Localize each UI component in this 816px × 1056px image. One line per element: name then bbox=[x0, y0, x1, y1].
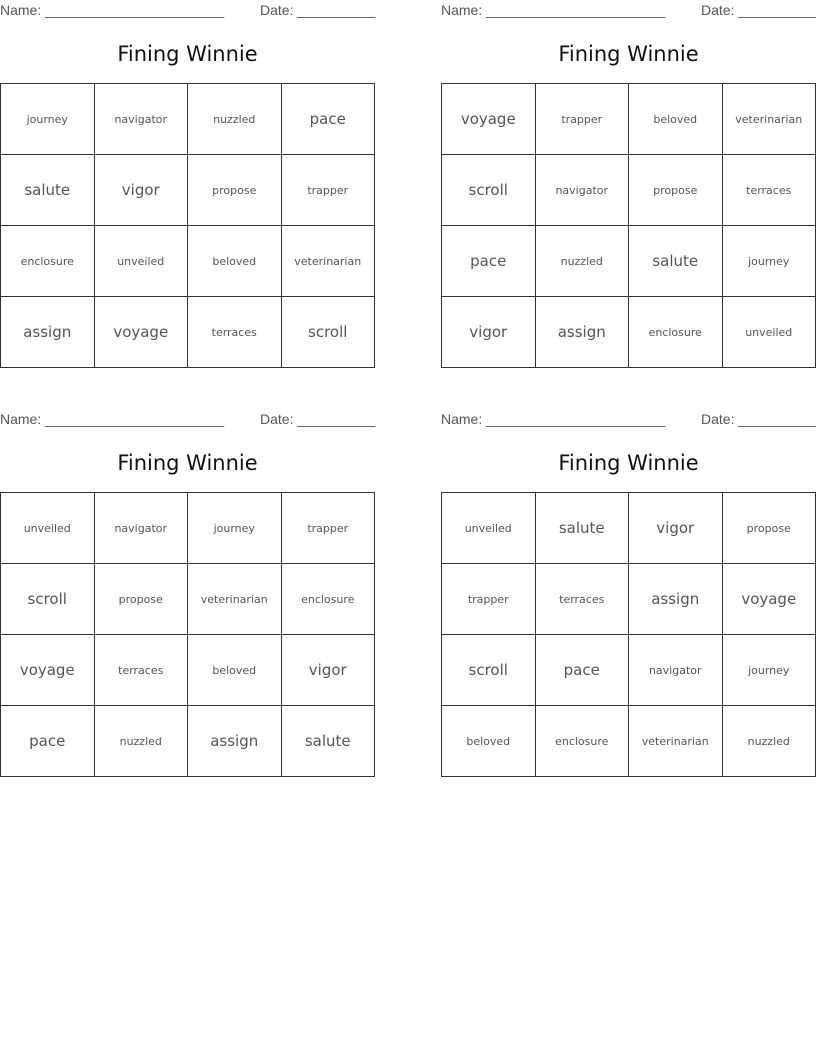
bingo-cell: unveiled bbox=[1, 493, 95, 564]
bingo-cell: vigor bbox=[281, 635, 375, 706]
bingo-cell: navigator bbox=[94, 493, 188, 564]
bingo-cell: scroll bbox=[442, 635, 536, 706]
bingo-card bbox=[0, 409, 376, 750]
bingo-cell: assign bbox=[188, 706, 282, 777]
bingo-grid bbox=[441, 83, 816, 368]
card-header bbox=[0, 0, 375, 22]
bingo-cell: pace bbox=[281, 84, 375, 155]
bingo-cell: unveiled bbox=[722, 297, 816, 368]
bingo-cell: beloved bbox=[629, 84, 723, 155]
card-title: Fining Winnie bbox=[117, 42, 258, 66]
bingo-cell: unveiled bbox=[442, 493, 536, 564]
grid-row bbox=[442, 706, 816, 777]
bingo-cell: navigator bbox=[629, 635, 723, 706]
bingo-cell: assign bbox=[535, 297, 629, 368]
bingo-cell: enclosure bbox=[1, 226, 95, 297]
bingo-cell: enclosure bbox=[281, 564, 375, 635]
date-line: Date: __________ bbox=[701, 2, 816, 18]
bingo-cell: terraces bbox=[94, 635, 188, 706]
grid-row bbox=[442, 635, 816, 706]
bingo-cell: salute bbox=[281, 706, 375, 777]
bingo-cell: pace bbox=[535, 635, 629, 706]
bingo-cell: salute bbox=[1, 155, 95, 226]
card-header bbox=[441, 0, 816, 22]
bingo-cell: enclosure bbox=[629, 297, 723, 368]
bingo-card bbox=[441, 409, 816, 748]
bingo-cell: vigor bbox=[94, 155, 188, 226]
bingo-grid bbox=[441, 492, 816, 777]
bingo-cell: unveiled bbox=[94, 226, 188, 297]
card-header bbox=[0, 409, 375, 431]
bingo-cell: propose bbox=[629, 155, 723, 226]
bingo-cell: propose bbox=[722, 493, 816, 564]
name-line: Name: _______________________ bbox=[0, 411, 225, 427]
date-line: Date: __________ bbox=[701, 411, 816, 427]
bingo-cell: nuzzled bbox=[535, 226, 629, 297]
bingo-cell: voyage bbox=[94, 297, 188, 368]
bingo-cell: propose bbox=[188, 155, 282, 226]
name-line: Name: _______________________ bbox=[441, 2, 666, 18]
bingo-cell: trapper bbox=[535, 84, 629, 155]
bingo-cell: assign bbox=[629, 564, 723, 635]
bingo-cell: voyage bbox=[1, 635, 95, 706]
name-line: Name: _______________________ bbox=[441, 411, 666, 427]
card-header bbox=[441, 409, 816, 431]
grid-row bbox=[442, 84, 816, 155]
bingo-cell: scroll bbox=[281, 297, 375, 368]
date-line: Date: __________ bbox=[260, 411, 376, 427]
name-line: Name: _______________________ bbox=[0, 2, 225, 18]
bingo-cell: journey bbox=[722, 226, 816, 297]
bingo-cell: voyage bbox=[722, 564, 816, 635]
grid-row bbox=[442, 226, 816, 297]
bingo-cell: pace bbox=[442, 226, 536, 297]
grid-row bbox=[1, 635, 375, 706]
grid-row bbox=[1, 706, 375, 777]
bingo-cell: terraces bbox=[722, 155, 816, 226]
card-title: Fining Winnie bbox=[117, 451, 258, 475]
bingo-cell: beloved bbox=[188, 635, 282, 706]
bingo-cell: vigor bbox=[442, 297, 536, 368]
bingo-cell: veterinarian bbox=[281, 226, 375, 297]
bingo-cell: assign bbox=[1, 297, 95, 368]
bingo-cell: terraces bbox=[188, 297, 282, 368]
grid-row bbox=[442, 155, 816, 226]
bingo-cell: veterinarian bbox=[188, 564, 282, 635]
bingo-cell: trapper bbox=[281, 493, 375, 564]
bingo-cell: navigator bbox=[535, 155, 629, 226]
bingo-cell: journey bbox=[1, 84, 95, 155]
bingo-cell: beloved bbox=[442, 706, 536, 777]
bingo-card bbox=[0, 0, 376, 341]
card-title: Fining Winnie bbox=[558, 451, 699, 475]
bingo-cell: pace bbox=[1, 706, 95, 777]
bingo-cell: veterinarian bbox=[722, 84, 816, 155]
grid-row bbox=[1, 226, 375, 297]
bingo-cell: journey bbox=[188, 493, 282, 564]
bingo-cell: voyage bbox=[442, 84, 536, 155]
bingo-cell: trapper bbox=[281, 155, 375, 226]
grid-row bbox=[442, 564, 816, 635]
grid-row bbox=[1, 297, 375, 368]
bingo-cell: terraces bbox=[535, 564, 629, 635]
grid-row bbox=[442, 297, 816, 368]
bingo-cell: salute bbox=[629, 226, 723, 297]
bingo-cell: nuzzled bbox=[722, 706, 816, 777]
bingo-cell: propose bbox=[94, 564, 188, 635]
bingo-cell: trapper bbox=[442, 564, 536, 635]
bingo-grid bbox=[0, 492, 375, 777]
grid-row bbox=[1, 155, 375, 226]
bingo-cell: navigator bbox=[94, 84, 188, 155]
bingo-cell: scroll bbox=[1, 564, 95, 635]
card-title: Fining Winnie bbox=[558, 42, 699, 66]
date-line: Date: __________ bbox=[260, 2, 376, 18]
grid-row bbox=[1, 564, 375, 635]
bingo-card bbox=[441, 0, 816, 341]
bingo-cell: beloved bbox=[188, 226, 282, 297]
bingo-cell: salute bbox=[535, 493, 629, 564]
bingo-cell: enclosure bbox=[535, 706, 629, 777]
bingo-cell: nuzzled bbox=[188, 84, 282, 155]
bingo-grid bbox=[0, 83, 375, 368]
bingo-cell: nuzzled bbox=[94, 706, 188, 777]
bingo-cell: scroll bbox=[442, 155, 536, 226]
grid-row bbox=[1, 493, 375, 564]
bingo-cell: journey bbox=[722, 635, 816, 706]
grid-row bbox=[1, 84, 375, 155]
bingo-cell: vigor bbox=[629, 493, 723, 564]
bingo-cell: veterinarian bbox=[629, 706, 723, 777]
grid-row bbox=[442, 493, 816, 564]
